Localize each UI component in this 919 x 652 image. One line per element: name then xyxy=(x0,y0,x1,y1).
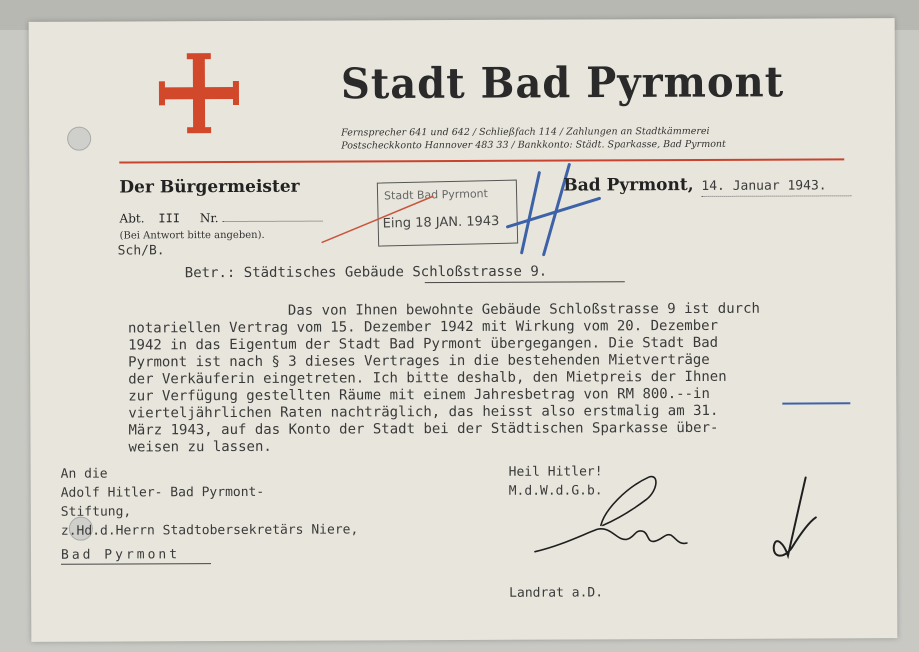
body-line: notariellen Vertrag vom 15. Dezember 1942 mit Wirkung vom 20. Dezember xyxy=(127,317,719,337)
body-line: Das von Ihnen bewohnte Gebäude Schloßstrasse 9 ist durch xyxy=(287,300,760,319)
stamp-top-text: Stadt Bad Pyrmont xyxy=(383,187,489,203)
abt-label: Abt. xyxy=(119,211,145,226)
body-line: März 1943, auf das Konto der Stadt bei der Städtischen Sparkasse über- xyxy=(128,419,719,439)
date-underline xyxy=(701,195,851,197)
abt-line xyxy=(119,211,322,226)
letterhead-contact-1: Fernsprecher 641 und 642 / Schließfach 114 / Zahlungen an Stadtkämmerei xyxy=(341,125,710,139)
amount-underline xyxy=(782,402,850,404)
body-line: 1942 in das Eigentum der Stadt Bad Pyrmont übergegangen. Die Stadt Bad xyxy=(128,334,719,354)
recipient-city-underline xyxy=(61,563,211,565)
body-line: vierteljährlichen Raten nachträglich, das heisst also erstmalig am 31. xyxy=(128,402,719,422)
sender-office: Der Bürgermeister xyxy=(119,176,300,198)
recipient-line: Adolf Hitler- Bad Pyrmont- xyxy=(60,484,265,501)
body-line: weisen zu lassen. xyxy=(128,438,272,456)
red-cross-emblem xyxy=(157,51,241,135)
body-line: der Verkäuferin eingetreten. Ich bitte deshalb, den Mietpreis der Ihnen xyxy=(128,368,727,388)
recipient-line: An die xyxy=(60,466,108,482)
initials-signature xyxy=(766,473,826,563)
letterhead-contact-2: Postscheckkonto Hannover 483 33 / Bankkonto: Städt. Sparkasse, Bad Pyrmont xyxy=(341,138,726,152)
closing-mdwdgb: M.d.W.d.G.b. xyxy=(508,483,603,499)
subject-line: Betr.: Städtisches Gebäude Schloßstrasse 9. xyxy=(184,263,548,282)
letter-page xyxy=(29,18,898,642)
body-line: zur Verfügung gestellten Räume mit einem Jahresbetrag von RM 800.--in xyxy=(128,385,710,405)
abt-value: III xyxy=(158,211,181,226)
subject-underline xyxy=(425,281,625,283)
stamp-received-text: Eing 18 JAN. 1943 xyxy=(382,213,500,232)
red-pencil-mark xyxy=(317,190,437,251)
letterhead-title: Stadt Bad Pyrmont xyxy=(340,57,785,109)
reference-code: Sch/B. xyxy=(117,243,165,259)
closing-title: Landrat a.D. xyxy=(509,585,604,601)
closing-greeting: Heil Hitler! xyxy=(508,464,603,480)
blue-pencil-mark xyxy=(499,154,609,264)
letterhead-divider xyxy=(119,158,844,163)
date: 14. Januar 1943. xyxy=(701,178,827,194)
body-line: Pyrmont ist nach § 3 dieses Vertrages in die bestehenden Mietverträge xyxy=(128,351,710,371)
place: Bad Pyrmont, xyxy=(563,174,694,196)
nr-blank xyxy=(222,221,322,222)
punch-hole xyxy=(67,127,91,151)
reply-note: (Bei Antwort bitte angeben). xyxy=(119,229,265,242)
recipient-city: Bad Pyrmont xyxy=(60,547,181,563)
recipient-line: z.Hd.d.Herrn Stadtobersekretärs Niere, xyxy=(60,522,359,539)
recipient-line: Stiftung, xyxy=(60,504,132,520)
nr-label: Nr. xyxy=(199,211,219,226)
handwritten-signature xyxy=(531,469,711,570)
